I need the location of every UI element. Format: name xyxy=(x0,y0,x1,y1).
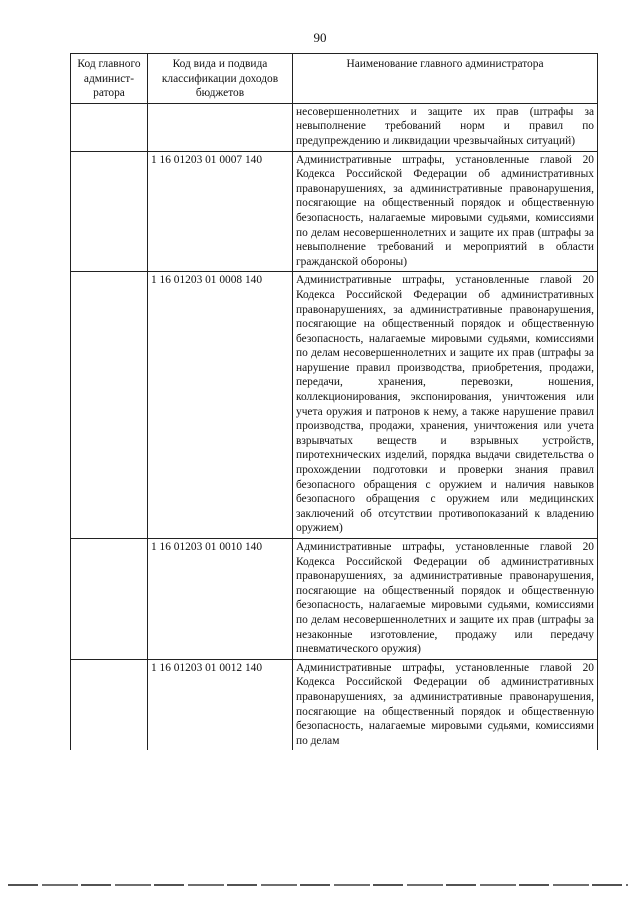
revenue-code-cell: 1 16 01203 01 0010 140 xyxy=(148,539,293,660)
header-revenue-code: Код вида и подвида классификации доходов бюджетов xyxy=(148,54,293,104)
table-row xyxy=(71,103,598,151)
revenue-code-cell: 1 16 01203 01 0008 140 xyxy=(148,272,293,539)
admin-name-cell: Административные штрафы, установленные главой 20 Кодекса Российской Федерации об административных правонарушениях, за административные правонарушения, посягающие на общественный порядок и общественную безопасность, налагаемые мировыми судьями, комиссиями по делам несовершеннолетних и защите их прав (штрафы за невыполнение требований и мероприятий в области гражданской обороны) xyxy=(293,151,598,272)
table-row xyxy=(71,659,598,750)
table-header-row xyxy=(71,54,598,104)
admin-name-cell: несовершеннолетних и защите их прав (штрафы за невыполнение требований норм и правил по предупреждению и ликвидации чрезвычайных ситуаций) xyxy=(293,103,598,151)
revenue-code-cell: 1 16 01203 01 0007 140 xyxy=(148,151,293,272)
revenue-code-cell: 1 16 01203 01 0012 140 xyxy=(148,659,293,750)
admin-name-cell: Административные штрафы, установленные главой 20 Кодекса Российской Федерации об административных правонарушениях, за административные правонарушения, посягающие на общественный порядок и общественную безопасность, налагаемые мировыми судьями, комиссиями по делам несовершеннолетних и защите их прав (штрафы за незаконные изготовление, продажу или передачу пневматического оружия) xyxy=(293,539,598,660)
table-row xyxy=(71,272,598,539)
header-admin-code: Код главного админист-ратора xyxy=(71,54,148,104)
page-number: 90 xyxy=(313,30,327,45)
revenue-classification-table xyxy=(70,53,598,750)
admin-code-cell xyxy=(71,539,148,660)
admin-code-cell xyxy=(71,659,148,750)
admin-name-cell: Административные штрафы, установленные главой 20 Кодекса Российской Федерации об административных правонарушениях, за административные правонарушения, посягающие на общественный порядок и общественную безопасность, налагаемые мировыми судьями, комиссиями по делам несовершеннолетних и защите их прав (штрафы за нарушение правил производства, приобретения, продажи, передачи, хранения, перевозки, ношения, коллекционирования, экспонирования, уничтожения или учета оружия и патронов к нему, а также нарушение правил производства, продажи, хранения, уничтожения или учета взрывчатых веществ и взрывных устройств, пиротехнических изделий, порядка выдачи свидетельства о прохождении подготовки и проверки знания правил безопасного обращения с оружием и наличия навыков безопасного обращения с оружием или медицинских заключений об отсутствии противопоказаний к владению оружием) xyxy=(293,272,598,539)
table-row xyxy=(71,151,598,272)
admin-code-cell xyxy=(71,151,148,272)
table-row xyxy=(71,539,598,660)
header-admin-name: Наименование главного администратора xyxy=(293,54,598,104)
admin-code-cell xyxy=(71,272,148,539)
revenue-code-cell xyxy=(148,103,293,151)
admin-name-cell: Административные штрафы, установленные главой 20 Кодекса Российской Федерации об административных правонарушениях, за административные правонарушения, посягающие на общественный порядок и общественную безопасность, налагаемые мировыми судьями, комиссиями по делам xyxy=(293,659,598,750)
scan-edge-line xyxy=(8,884,628,886)
admin-code-cell xyxy=(71,103,148,151)
